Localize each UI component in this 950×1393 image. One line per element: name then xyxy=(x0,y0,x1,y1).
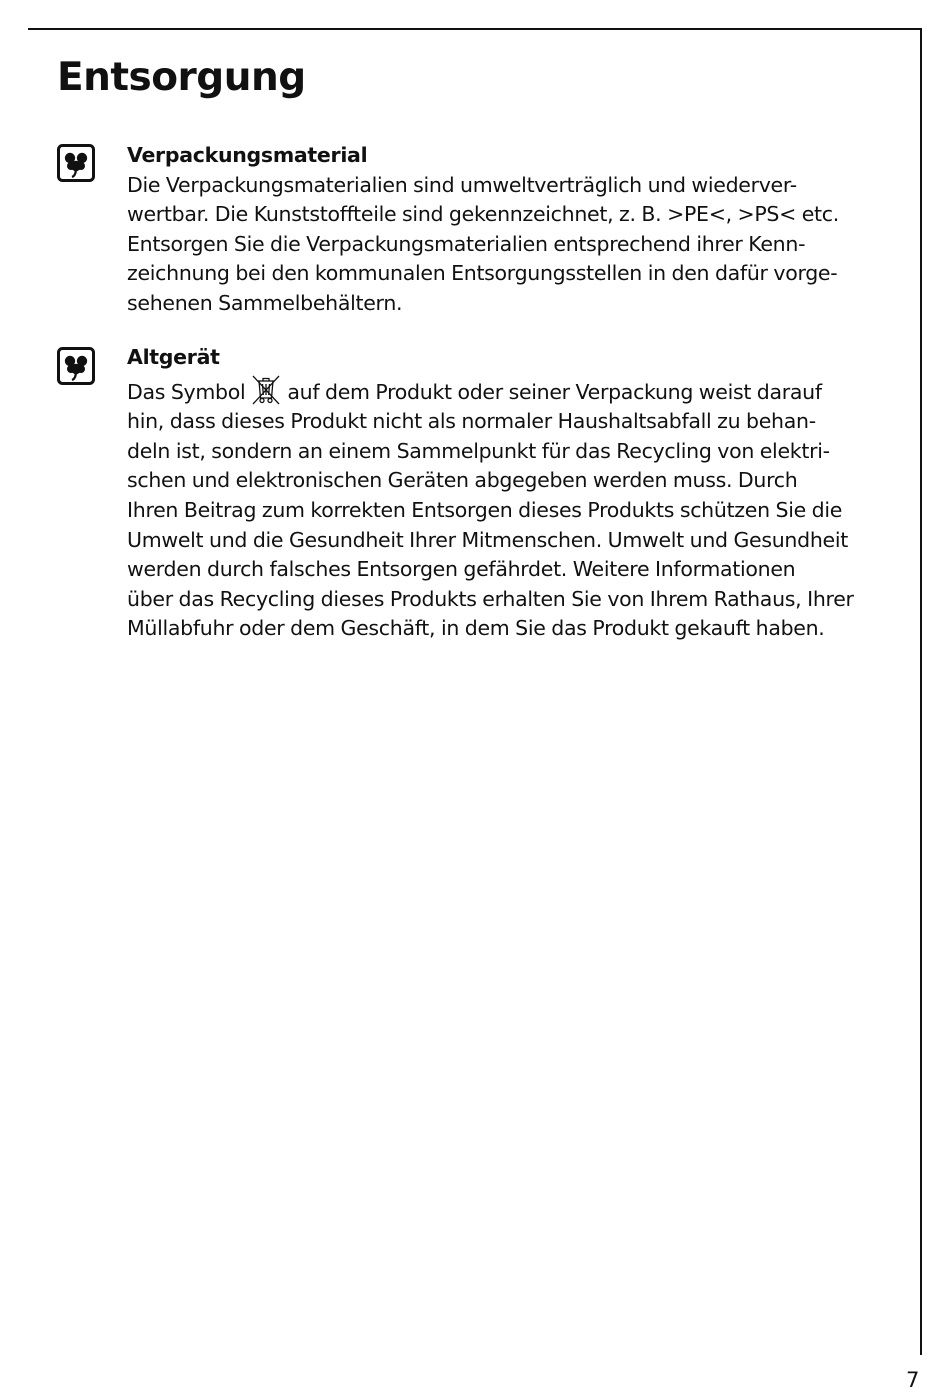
top-rule xyxy=(28,28,922,30)
body-text: auf dem Produkt oder seiner Verpackung weist darauf xyxy=(287,379,822,404)
body-line: hin, dass dieses Produkt nicht als normaler Haushaltsabfall zu behan- xyxy=(127,409,816,434)
section-heading: Verpackungsmaterial xyxy=(127,143,368,167)
body-line: über das Recycling dieses Produkts erhalten Sie von Ihrem Rathaus, Ihrer xyxy=(127,586,854,611)
body-line: werden durch falsches Entsorgen gefährdet. Weitere Informationen xyxy=(127,557,796,582)
body-line: schen und elektronischen Geräten abgegeben werden muss. Durch xyxy=(127,468,798,493)
section-body xyxy=(127,343,902,644)
page-number: 7 xyxy=(906,1368,920,1392)
crossed-out-wheelie-bin-icon xyxy=(249,373,283,407)
body-line: wertbar. Die Kunststoffteile sind gekennzeichnet, z. B. >PE<, >PS< etc. xyxy=(127,202,839,227)
body-text: Das Symbol xyxy=(127,379,246,404)
body-line: Entsorgen Sie die Verpackungsmaterialien entsprechend ihrer Kenn- xyxy=(127,231,806,256)
body-line: deln ist, sondern an einem Sammelpunkt für das Recycling von elektri- xyxy=(127,438,830,463)
section-heading: Altgerät xyxy=(127,345,220,369)
body-line: Ihren Beitrag zum korrekten Entsorgen dieses Produkts schützen Sie die xyxy=(127,497,843,522)
body-line-with-symbol xyxy=(127,373,902,408)
body-line: sehenen Sammelbehältern. xyxy=(127,290,403,315)
body-line: Müllabfuhr oder dem Geschäft, in dem Sie das Produkt gekauft haben. xyxy=(127,616,825,641)
section-body xyxy=(127,141,902,319)
environment-tip-icon xyxy=(57,347,95,385)
environment-tip-icon xyxy=(57,144,95,182)
right-rule xyxy=(920,28,922,1355)
body-line: Umwelt und die Gesundheit Ihrer Mitmenschen. Umwelt und Gesundheit xyxy=(127,527,848,552)
page-title: Entsorgung xyxy=(57,55,306,100)
body-line: Die Verpackungsmaterialien sind umweltverträglich und wiederver- xyxy=(127,172,797,197)
body-line: zeichnung bei den kommunalen Entsorgungsstellen in den dafür vorge- xyxy=(127,261,838,286)
